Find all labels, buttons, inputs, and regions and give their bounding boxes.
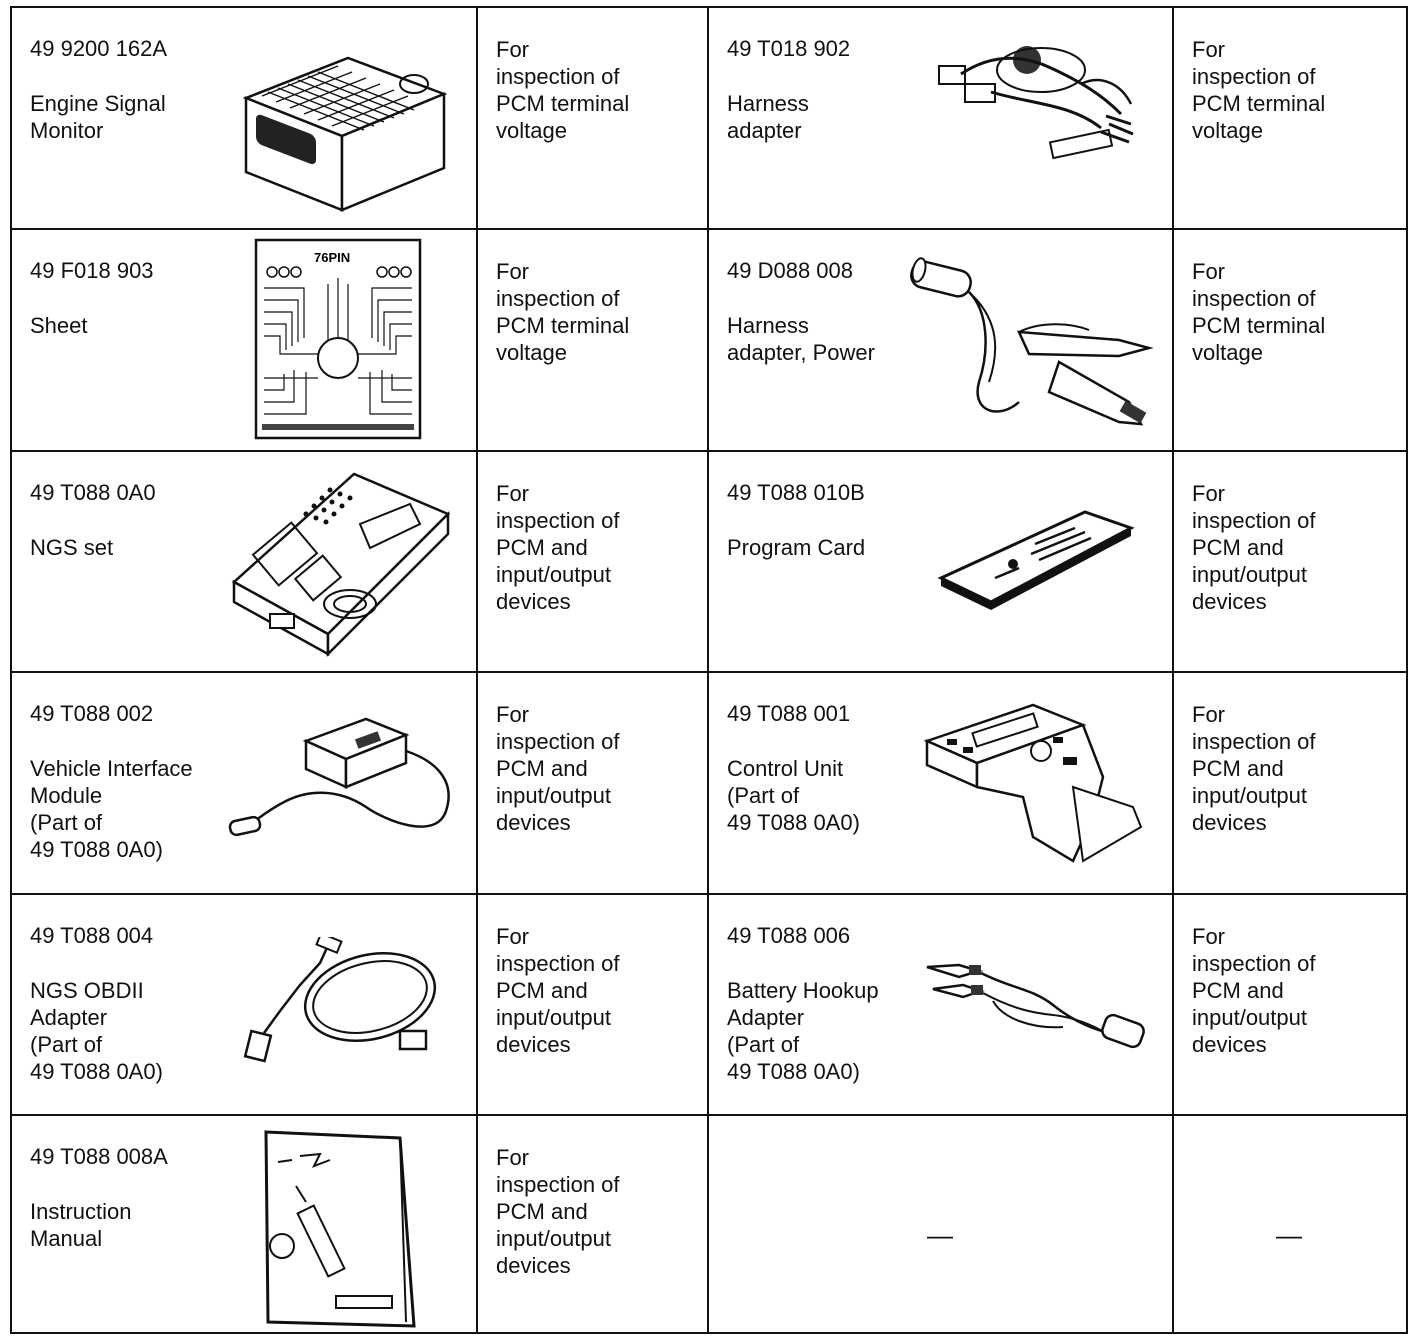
table-row	[12, 893, 1406, 1114]
purpose-cell	[1174, 8, 1406, 228]
part-number: 49 T088 008A	[30, 1144, 168, 1169]
tool-name: Harness adapter, Power	[727, 313, 875, 365]
purpose-cell	[478, 895, 708, 1114]
purpose-cell	[1174, 895, 1406, 1114]
empty-tool-cell	[709, 1116, 1173, 1332]
tool-cell-vehicle-interface-module	[12, 673, 476, 893]
purpose-cell	[478, 230, 708, 450]
pin-sheet-illustration	[254, 238, 424, 442]
table-row	[12, 228, 1406, 450]
special-tools-table	[10, 6, 1408, 1334]
tool-name: Sheet	[30, 313, 88, 338]
control-unit-illustration	[923, 697, 1145, 867]
purpose-cell	[1174, 230, 1406, 450]
purpose-cell	[1174, 452, 1406, 671]
tool-cell-ngs-set	[12, 452, 476, 671]
tool-name: Vehicle Interface Module (Part of 49 T088 0A0)	[30, 756, 193, 862]
purpose-cell	[478, 8, 708, 228]
purpose-text: For inspection of PCM and input/output devices	[496, 1145, 620, 1278]
tool-name: NGS set	[30, 535, 114, 560]
purpose-text: For inspection of PCM terminal voltage	[496, 259, 630, 365]
purpose-text: For inspection of PCM terminal voltage	[1192, 37, 1326, 143]
tool-name: Harness adapter	[727, 91, 809, 143]
tool-cell-power-harness	[709, 230, 1173, 450]
sheet-pin-label: 76PIN	[314, 250, 351, 265]
vehicle-interface-module-illustration	[226, 711, 456, 851]
program-card-illustration	[935, 502, 1135, 612]
tool-cell-engine-signal-monitor	[12, 8, 476, 228]
tool-cell-harness-adapter	[709, 8, 1173, 228]
purpose-cell	[478, 1116, 708, 1332]
purpose-cell	[478, 673, 708, 893]
tool-cell-battery-hookup-adapter	[709, 895, 1173, 1114]
obdii-adapter-cable-illustration	[240, 937, 440, 1069]
purpose-text: For inspection of PCM terminal voltage	[496, 37, 630, 143]
tool-cell-control-unit	[709, 673, 1173, 893]
tool-cell-instruction-manual	[12, 1116, 476, 1332]
tool-name: Engine Signal Monitor	[30, 91, 166, 143]
part-number: 49 T018 902	[727, 36, 851, 61]
table-row	[12, 8, 1406, 228]
battery-hookup-clamps-illustration	[923, 949, 1151, 1059]
table-row	[12, 450, 1406, 671]
tool-cell-obdii-adapter	[12, 895, 476, 1114]
table-row	[12, 671, 1406, 893]
purpose-text: For inspection of PCM and input/output devices	[1192, 924, 1316, 1057]
tool-name: Control Unit (Part of 49 T088 0A0)	[727, 756, 860, 835]
part-number: 49 T088 0A0	[30, 480, 156, 505]
purpose-text: For inspection of PCM and input/output devices	[1192, 481, 1316, 614]
purpose-text: For inspection of PCM and input/output devices	[496, 924, 620, 1057]
tool-name: Battery Hookup Adapter (Part of 49 T088 0A0)	[727, 978, 879, 1084]
part-number: 49 F018 903	[30, 258, 154, 283]
purpose-text: For inspection of PCM and input/output devices	[496, 481, 620, 614]
tool-cell-sheet	[12, 230, 476, 450]
part-number: 49 T088 002	[30, 701, 154, 726]
part-number: 49 9200 162A	[30, 36, 168, 61]
purpose-text: For inspection of PCM and input/output devices	[496, 702, 620, 835]
part-number: 49 T088 001	[727, 701, 851, 726]
engine-signal-monitor-illustration	[238, 36, 448, 214]
tool-name: NGS OBDII Adapter (Part of 49 T088 0A0)	[30, 978, 163, 1084]
part-number: 49 T088 006	[727, 923, 851, 948]
ngs-set-case-illustration	[230, 464, 452, 664]
instruction-manual-illustration	[260, 1126, 420, 1330]
tool-name: Instruction Manual	[30, 1199, 132, 1251]
power-harness-illustration	[909, 252, 1159, 432]
empty-dash: —	[1276, 1219, 1302, 1250]
purpose-cell	[1174, 673, 1406, 893]
empty-purpose-cell	[1174, 1116, 1406, 1332]
part-number: 49 T088 004	[30, 923, 154, 948]
table-row	[12, 1114, 1406, 1332]
purpose-text: For inspection of PCM and input/output devices	[1192, 702, 1316, 835]
empty-dash: —	[927, 1219, 953, 1250]
tool-cell-program-card	[709, 452, 1173, 671]
part-number: 49 T088 010B	[727, 480, 865, 505]
purpose-text: For inspection of PCM terminal voltage	[1192, 259, 1326, 365]
tool-name: Program Card	[727, 535, 866, 560]
part-number: 49 D088 008	[727, 258, 853, 283]
harness-adapter-illustration	[931, 44, 1141, 174]
purpose-cell	[478, 452, 708, 671]
